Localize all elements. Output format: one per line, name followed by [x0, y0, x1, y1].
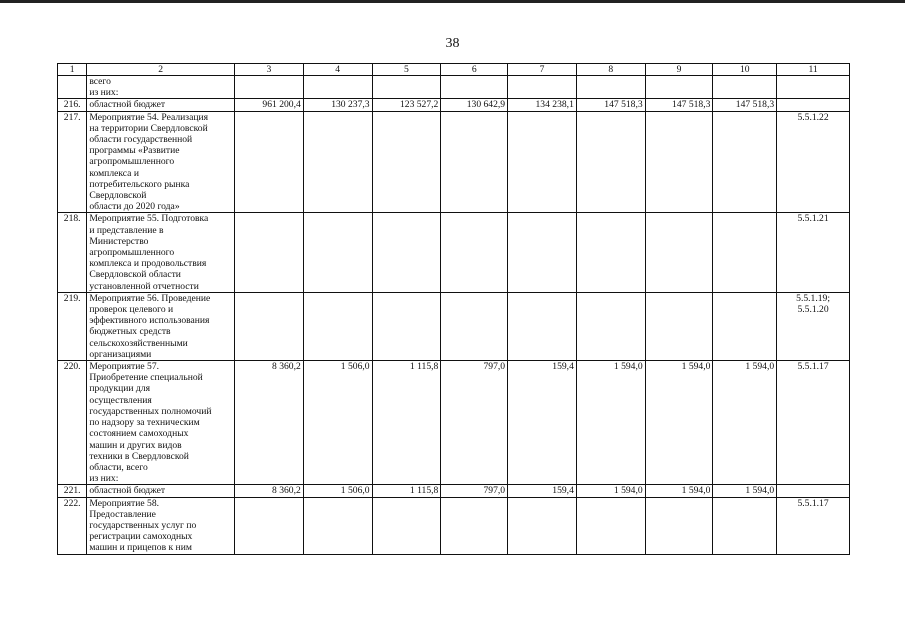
row-number-cell: 217.	[58, 111, 87, 213]
value-cell	[645, 111, 713, 213]
value-cell	[372, 76, 441, 99]
value-cell	[235, 76, 304, 99]
row-number-cell: 219.	[58, 292, 87, 360]
value-cell: 1 594,0	[713, 485, 777, 497]
value-cell	[441, 292, 508, 360]
table-row	[58, 485, 850, 497]
value-cell	[303, 497, 372, 554]
value-cell	[576, 111, 645, 213]
table-row	[58, 76, 850, 99]
value-cell: 147 518,3	[645, 99, 713, 111]
value-cell: 797,0	[441, 361, 508, 485]
value-cell: 8 360,2	[235, 485, 304, 497]
header-cell: 9	[645, 64, 713, 76]
value-cell	[441, 76, 508, 99]
value-cell: 1 594,0	[713, 361, 777, 485]
table-row	[58, 111, 850, 213]
target-code-cell	[777, 485, 850, 497]
row-number-cell: 221.	[58, 485, 87, 497]
value-cell: 1 594,0	[645, 361, 713, 485]
value-cell	[645, 213, 713, 292]
item-name-cell: Мероприятие 54. Реализация на территории Свердловской области государственной программы «Развитие агропромышленного комплекса и потребительского рынка Свердловской области до 2020 года»	[87, 111, 235, 213]
value-cell: 147 518,3	[576, 99, 645, 111]
table-header-row	[58, 64, 850, 76]
value-cell	[713, 111, 777, 213]
header-cell: 10	[713, 64, 777, 76]
table-row	[58, 292, 850, 360]
header-cell: 5	[372, 64, 441, 76]
header-cell: 6	[441, 64, 508, 76]
value-cell	[508, 76, 577, 99]
value-cell	[713, 213, 777, 292]
item-name-cell: Мероприятие 55. Подготовка и представление в Министерство агропромышленного комплекса и продовольствия Свердловской области установленной отчетности	[87, 213, 235, 292]
target-code-cell	[777, 99, 850, 111]
value-cell: 130 237,3	[303, 99, 372, 111]
value-cell	[303, 76, 372, 99]
value-cell	[576, 76, 645, 99]
value-cell	[235, 292, 304, 360]
value-cell	[576, 213, 645, 292]
item-name-cell: Мероприятие 58. Предоставление государственных услуг по регистрации самоходных машин и прицепов к ним	[87, 497, 235, 554]
value-cell: 1 115,8	[372, 361, 441, 485]
value-cell	[576, 497, 645, 554]
value-cell	[372, 497, 441, 554]
value-cell: 130 642,9	[441, 99, 508, 111]
page-number: 38	[445, 36, 460, 51]
value-cell: 1 594,0	[576, 485, 645, 497]
target-code-cell	[777, 76, 850, 99]
top-rule	[0, 0, 905, 3]
header-cell: 4	[303, 64, 372, 76]
value-cell: 123 527,2	[372, 99, 441, 111]
row-number-cell: 222.	[58, 497, 87, 554]
table-row	[58, 497, 850, 554]
value-cell: 1 594,0	[576, 361, 645, 485]
value-cell	[508, 497, 577, 554]
value-cell: 961 200,4	[235, 99, 304, 111]
row-number-cell: 216.	[58, 99, 87, 111]
header-cell: 2	[87, 64, 235, 76]
value-cell	[645, 497, 713, 554]
header-cell: 8	[576, 64, 645, 76]
value-cell	[508, 292, 577, 360]
value-cell	[441, 111, 508, 213]
table-row	[58, 361, 850, 485]
target-code-cell: 5.5.1.17	[777, 361, 850, 485]
value-cell	[441, 213, 508, 292]
value-cell	[303, 213, 372, 292]
budget-table	[57, 63, 850, 555]
value-cell: 1 594,0	[645, 485, 713, 497]
value-cell	[713, 76, 777, 99]
target-code-cell: 5.5.1.17	[777, 497, 850, 554]
table-row	[58, 99, 850, 111]
value-cell	[713, 497, 777, 554]
value-cell: 8 360,2	[235, 361, 304, 485]
table-row	[58, 213, 850, 292]
header-cell: 11	[777, 64, 850, 76]
value-cell	[303, 292, 372, 360]
target-code-cell: 5.5.1.22	[777, 111, 850, 213]
value-cell	[508, 213, 577, 292]
value-cell	[235, 111, 304, 213]
header-cell: 1	[58, 64, 87, 76]
value-cell	[441, 497, 508, 554]
item-name-cell: Мероприятие 56. Проведение проверок целевого и эффективного использования бюджетных средств сельскохозяйственными организациями	[87, 292, 235, 360]
row-number-cell: 218.	[58, 213, 87, 292]
value-cell	[645, 76, 713, 99]
value-cell	[713, 292, 777, 360]
target-code-cell: 5.5.1.21	[777, 213, 850, 292]
value-cell	[235, 213, 304, 292]
value-cell	[576, 292, 645, 360]
value-cell	[235, 497, 304, 554]
item-name-cell: Мероприятие 57. Приобретение специальной продукции для осуществления государственных полномочий по надзору за техническим состоянием самоходных машин и других видов техники в Свердловской области, всего из них:	[87, 361, 235, 485]
target-code-cell: 5.5.1.19; 5.5.1.20	[777, 292, 850, 360]
value-cell: 797,0	[441, 485, 508, 497]
value-cell	[372, 111, 441, 213]
value-cell	[303, 111, 372, 213]
value-cell: 1 506,0	[303, 361, 372, 485]
row-number-cell: 220.	[58, 361, 87, 485]
item-name-cell: всего из них:	[87, 76, 235, 99]
value-cell: 1 115,8	[372, 485, 441, 497]
value-cell: 159,4	[508, 485, 577, 497]
value-cell: 147 518,3	[713, 99, 777, 111]
value-cell	[508, 111, 577, 213]
header-cell: 7	[508, 64, 577, 76]
value-cell: 1 506,0	[303, 485, 372, 497]
header-cell: 3	[235, 64, 304, 76]
row-number-cell	[58, 76, 87, 99]
item-name-cell: областной бюджет	[87, 99, 235, 111]
value-cell	[645, 292, 713, 360]
item-name-cell: областной бюджет	[87, 485, 235, 497]
value-cell: 159,4	[508, 361, 577, 485]
value-cell: 134 238,1	[508, 99, 577, 111]
value-cell	[372, 213, 441, 292]
value-cell	[372, 292, 441, 360]
